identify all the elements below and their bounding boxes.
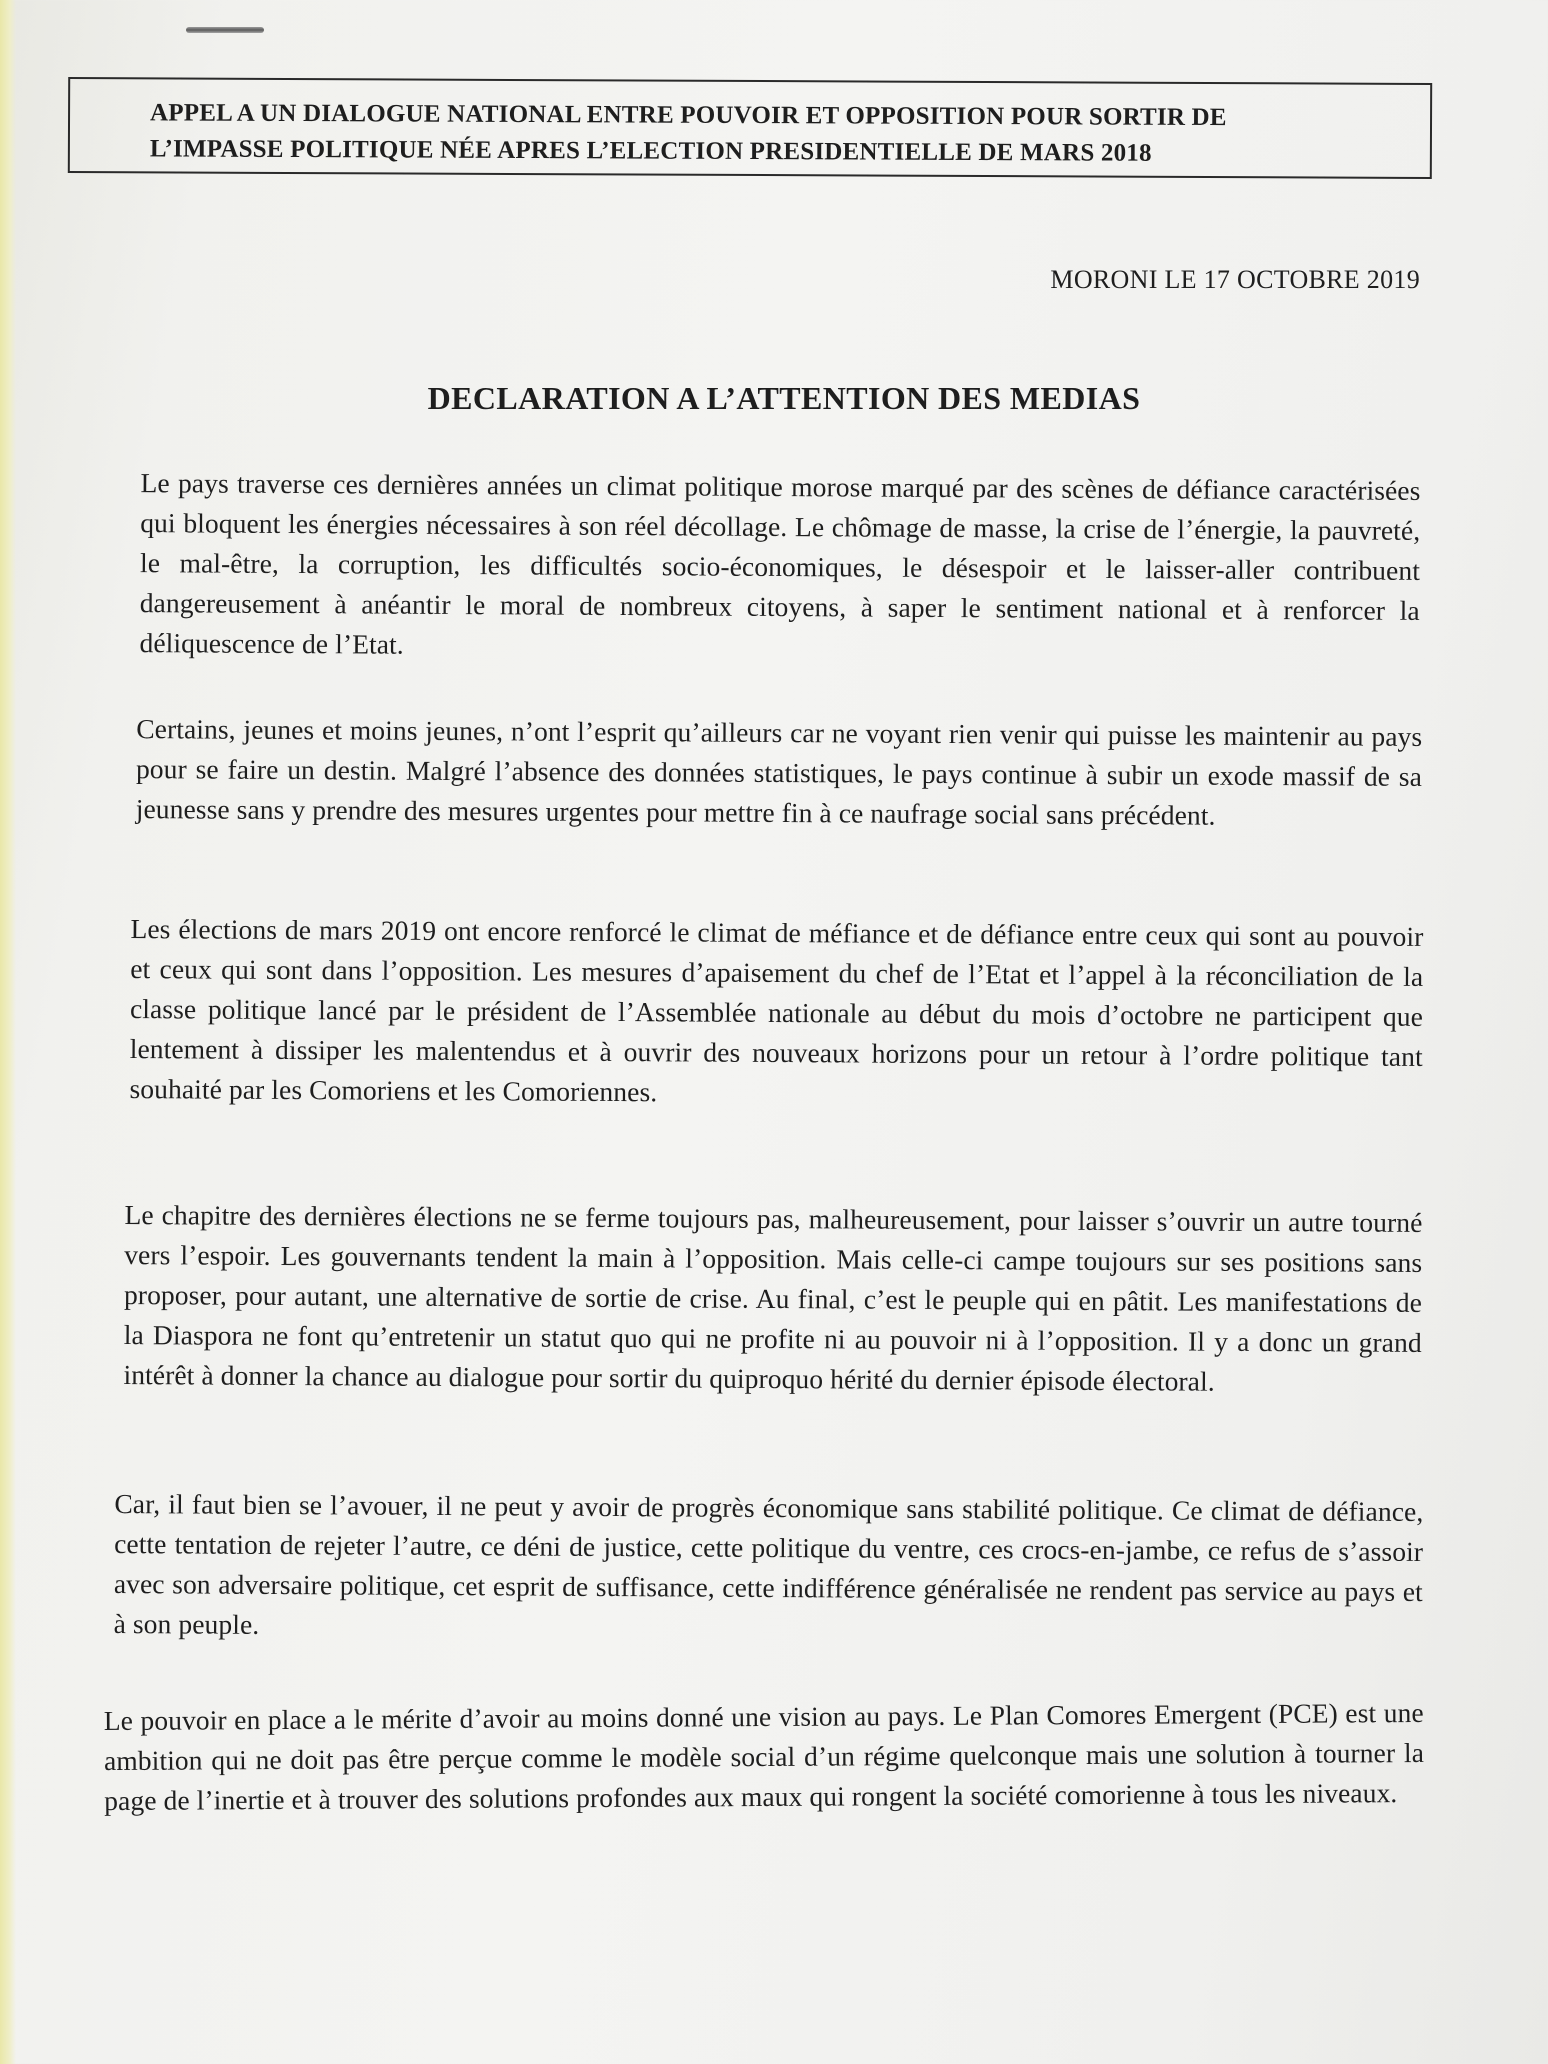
title-line-2: L’IMPASSE POLITIQUE NÉE APRES L’ELECTION PRESIDENTIELLE DE MARS 2018 [149, 135, 1152, 167]
paragraph-5: Car, il faut bien se l’avouer, il ne peut y avoir de progrès économique sans stabilité politique. Ce climat de défiance, cette tentation de rejeter l’autre, ce déni de justice, cette politique du ventre, ces crocs-en-jambe, ce refus de s’assoir avec son adversaire politique, cet esprit de suffisance, cette indifférence généralisée ne rendent pas service au pays et à son peuple. [113, 1488, 1424, 1640]
dateline: MORONI LE 17 OCTOBRE 2019 [1050, 265, 1420, 294]
paragraph-6: Le pouvoir en place a le mérite d’avoir au moins donné une vision au pays. Le Plan Comores Emergent (PCE) est une ambition qui ne doit pas être perçue comme le modèle social d’un régime quelconque mais une solution à tourner la page de l’inertie et à trouver des solutions profondes aux maux qui rongent la société comorienne à tous les niveaux. [103, 1696, 1425, 1817]
title-box [68, 77, 1432, 179]
paragraph-2: Certains, jeunes et moins jeunes, n’ont l’esprit qu’ailleurs car ne voyant rien venir qui puisse les maintenir au pays pour se faire un destin. Malgré l’absence des données statistiques, le pays continue à subir un exode massif de sa jeunesse sans y prendre des mesures urgentes pour mettre fin à ce naufrage social sans précédent. [135, 713, 1423, 831]
paper-edge [0, 0, 16, 2064]
document-heading: DECLARATION A L’ATTENTION DES MEDIAS [427, 380, 1141, 416]
paragraph-1: Le pays traverse ces dernières années un climat politique morose marqué par des scènes de défiance caractérisées qui bloquent les énergies nécessaires à son réel décollage. Le chômage de masse, la crise de l’énergie, la pauvreté, le mal-être, la corruption, les difficultés socio-économiques, le désespoir et le laisser-aller contribuent dangereusement à anéantir le moral de nombreux citoyens, à saper le sentiment national et à renforcer la déliquescence de l’Etat. [139, 467, 1421, 660]
staple [186, 27, 264, 33]
paragraph-4: Le chapitre des dernières élections ne se ferme toujours pas, malheureusement, pour laisser s’ouvrir un autre tourné vers l’espoir. Les gouvernants tendent la main à l’opposition. Mais celle-ci campe toujours sur ses positions sans proposer, pour autant, une alternative de sortie de crise. Au final, c’est le peuple qui en pâtit. Les manifestations de la Diaspora ne font qu’entretenir un statut quo qui ne profite ni au pouvoir ni à l’opposition. Il y a donc un grand intérêt à donner la chance au dialogue pour sortir du quiproquo hérité du dernier épisode électoral. [123, 1199, 1423, 1397]
title-line-1: APPEL A UN DIALOGUE NATIONAL ENTRE POUVOIR ET OPPOSITION POUR SORTIR DE [150, 99, 1227, 132]
paragraph-3: Les élections de mars 2019 ont encore renforcé le climat de méfiance et de défiance entre ceux qui sont au pouvoir et ceux qui sont dans l’opposition. Les mesures d’apaisement du chef de l’Etat et l’appel à la réconciliation de la classe politique lancé par le président de l’Assemblée nationale au début du mois d’octobre ne participent que lentement à dissiper les malentendus et à ouvrir des nouveaux horizons pour un retour à l’ordre politique tant souhaité par les Comoriens et les Comoriennes. [129, 913, 1424, 1108]
